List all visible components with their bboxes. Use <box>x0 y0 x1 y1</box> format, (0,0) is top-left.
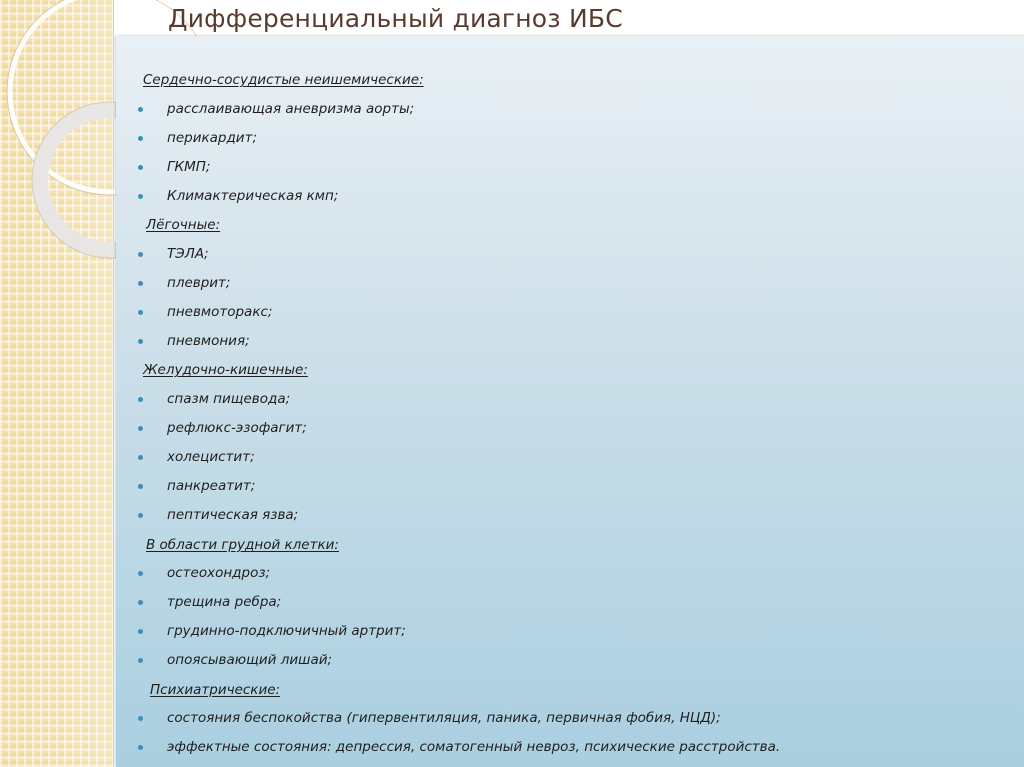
bullet-icon <box>138 339 143 344</box>
bullet-icon <box>138 745 143 750</box>
list-item: расслаивающая аневризма аорты; <box>167 101 415 117</box>
bullet-icon <box>138 629 143 634</box>
bullet-icon <box>138 716 143 721</box>
bullet-icon <box>138 513 143 518</box>
bullet-icon <box>138 107 143 112</box>
list-item: грудинно-подключичный артрит; <box>167 623 406 639</box>
list-item: опоясывающий лишай; <box>167 652 333 668</box>
bullet-icon <box>138 658 143 663</box>
bullet-icon <box>138 252 143 257</box>
bullet-icon <box>138 281 143 286</box>
list-item: пептическая язва; <box>167 507 299 523</box>
bullet-icon <box>138 455 143 460</box>
bullet-icon <box>138 165 143 170</box>
bullet-icon <box>138 194 143 199</box>
list-item: состояния беспокойства (гипервентиляция, паника, первичная фобия, НЦД); <box>167 710 721 726</box>
section-heading-pulmonary: Лёгочные: <box>146 217 221 233</box>
bullet-icon <box>138 310 143 315</box>
list-item: ТЭЛА; <box>167 246 209 262</box>
list-item: спазм пищевода; <box>167 391 291 407</box>
section-heading-cardiovascular: Сердечно-сосудистые неишемические: <box>143 72 424 88</box>
bullet-icon <box>138 600 143 605</box>
section-heading-gastrointestinal: Желудочно-кишечные: <box>143 362 308 378</box>
section-heading-psychiatric: Психиатрические: <box>150 682 281 698</box>
list-item: эффектные состояния: депрессия, соматогенный невроз, психические расстройства. <box>167 739 781 755</box>
list-item: Климактерическая кмп; <box>167 188 339 204</box>
list-item: панкреатит; <box>167 478 256 494</box>
bullet-icon <box>138 571 143 576</box>
list-item: плеврит; <box>167 275 231 291</box>
list-item: пневмония; <box>167 333 250 349</box>
bullet-icon <box>138 426 143 431</box>
list-item: остеохондроз; <box>167 565 271 581</box>
list-item: перикардит; <box>167 130 257 146</box>
list-item: пневмоторакс; <box>167 304 273 320</box>
slide-title: Дифференциальный диагноз ИБС <box>168 4 623 33</box>
bullet-icon <box>138 397 143 402</box>
list-item: ГКМП; <box>167 159 211 175</box>
bullet-icon <box>138 136 143 141</box>
bullet-icon <box>138 484 143 489</box>
list-item: трещина ребра; <box>167 594 282 610</box>
list-item: холецистит; <box>167 449 255 465</box>
list-item: рефлюкс-эзофагит; <box>167 420 307 436</box>
section-heading-chest-wall: В области грудной клетки: <box>146 537 339 553</box>
